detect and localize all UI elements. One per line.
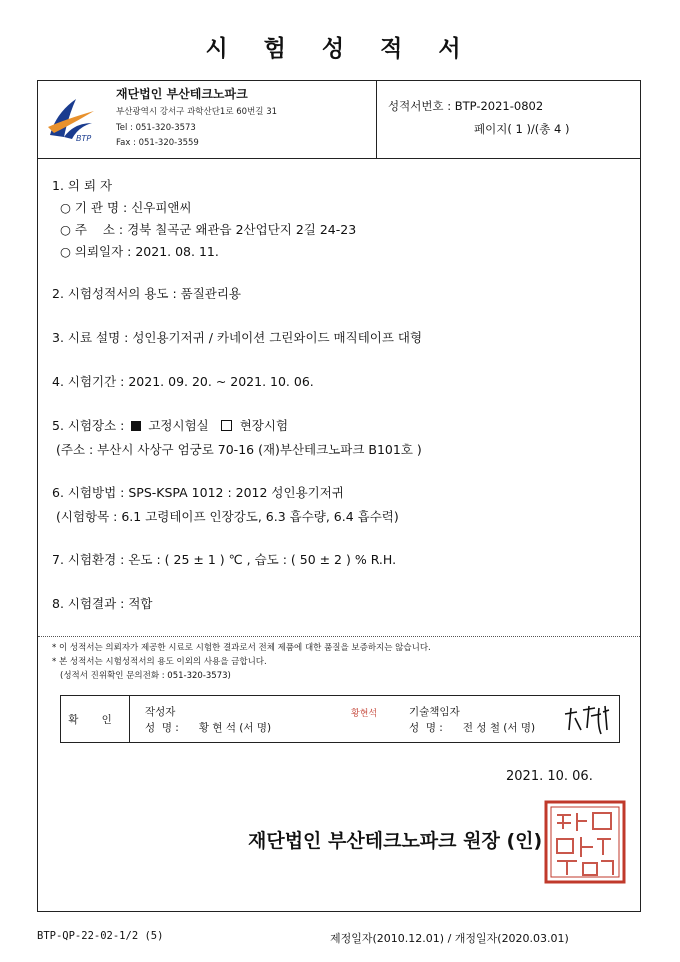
note-3: (성적서 진위확인 문의전화 : 051-320-3573) bbox=[60, 671, 231, 681]
report-number: 성적서번호 : BTP-2021-0802 bbox=[388, 99, 544, 113]
tech-manager-label: 기술책임자 bbox=[409, 706, 460, 718]
client-address: ○ 주 소 : 경북 칠곡군 왜관읍 2산업단지 2길 24-23 bbox=[60, 222, 357, 237]
unchecked-box-icon bbox=[221, 420, 232, 431]
footer-revision: 제정일자(2010.12.01) / 개정일자(2020.03.01) bbox=[330, 932, 569, 945]
section-environment: 7. 시험환경 : 온도 : ( 25 ± 1 ) ℃ , 습도 : ( 50 ± 2 ) % R.H. bbox=[52, 552, 397, 567]
report-header bbox=[38, 81, 640, 159]
official-seal-icon bbox=[543, 799, 627, 885]
note-2: * 본 성적서는 시험성적서의 용도 이외의 사용을 금합니다. bbox=[52, 657, 267, 667]
confirm-label: 확 인 bbox=[61, 696, 130, 742]
document-title: 시 험 성 적 서 bbox=[205, 36, 475, 62]
report-body bbox=[38, 158, 640, 638]
writer-label: 작성자 bbox=[145, 706, 176, 718]
issuer-fax: Fax : 051-320-3559 bbox=[116, 138, 199, 148]
section-location bbox=[52, 416, 288, 434]
president-line: 재단법인 부산테크노파크 원장 (인) bbox=[248, 830, 543, 852]
divider bbox=[38, 636, 640, 637]
issuer-tel: Tel : 051-320-3573 bbox=[116, 123, 196, 133]
issuer-address: 부산광역시 강서구 과학산단1로 60번길 31 bbox=[116, 107, 278, 117]
client-org: ○ 기 관 명 : 신우피앤씨 bbox=[60, 200, 192, 215]
checked-box-icon bbox=[131, 421, 141, 431]
signature-table bbox=[60, 695, 620, 743]
section-purpose: 2. 시험성적서의 용도 : 품질관리용 bbox=[52, 286, 242, 301]
method-items: (시험항목 : 6.1 고령테이프 인장강도, 6.3 흡수량, 6.4 흡수력) bbox=[56, 509, 399, 524]
location-field-test: 현장시험 bbox=[239, 418, 289, 433]
tech-manager-signature-icon bbox=[561, 700, 613, 740]
btp-logo-icon bbox=[46, 93, 98, 145]
note-1: * 이 성적서는 의뢰자가 제공한 시료로 시험한 결과로서 전체 제품에 대한 품질을 보증하지는 않습니다. bbox=[52, 643, 431, 653]
writer-signature: 황현석 bbox=[351, 709, 378, 719]
issuer-block bbox=[38, 81, 377, 158]
client-request-date: ○ 의뢰일자 : 2021. 08. 11. bbox=[60, 244, 219, 259]
report-frame bbox=[37, 80, 641, 912]
location-prefix: 5. 시험장소 : bbox=[52, 418, 125, 433]
footer-form-code: BTP-QP-22-02-1/2 (5) bbox=[37, 930, 164, 942]
location-fixed-lab: 고정시험실 bbox=[148, 418, 209, 433]
writer-name: 성 명 : 황 현 석 (서 명) bbox=[145, 722, 272, 734]
svg-text:BTP: BTP bbox=[76, 134, 92, 143]
section-period: 4. 시험기간 : 2021. 09. 20. ~ 2021. 10. 06. bbox=[52, 374, 314, 389]
tech-manager-name: 성 명 : 전 성 철 (서 명) bbox=[409, 722, 536, 734]
issue-date: 2021. 10. 06. bbox=[506, 769, 593, 784]
section-sample: 3. 시료 설명 : 성인용기저귀 / 카네이션 그린와이드 매직테이프 대형 bbox=[52, 330, 423, 345]
section-result: 8. 시험결과 : 적합 bbox=[52, 596, 153, 611]
location-address: (주소 : 부산시 사상구 엄궁로 70-16 (재)부산테크노파크 B101호 ) bbox=[56, 442, 422, 457]
section-client-title: 1. 의 뢰 자 bbox=[52, 178, 113, 193]
section-method: 6. 시험방법 : SPS-KSPA 1012 : 2012 성인용기저귀 bbox=[52, 485, 344, 500]
issuer-name: 재단법인 부산테크노파크 bbox=[116, 87, 248, 101]
page-number: 페이지( 1 )/(총 4 ) bbox=[474, 122, 570, 136]
